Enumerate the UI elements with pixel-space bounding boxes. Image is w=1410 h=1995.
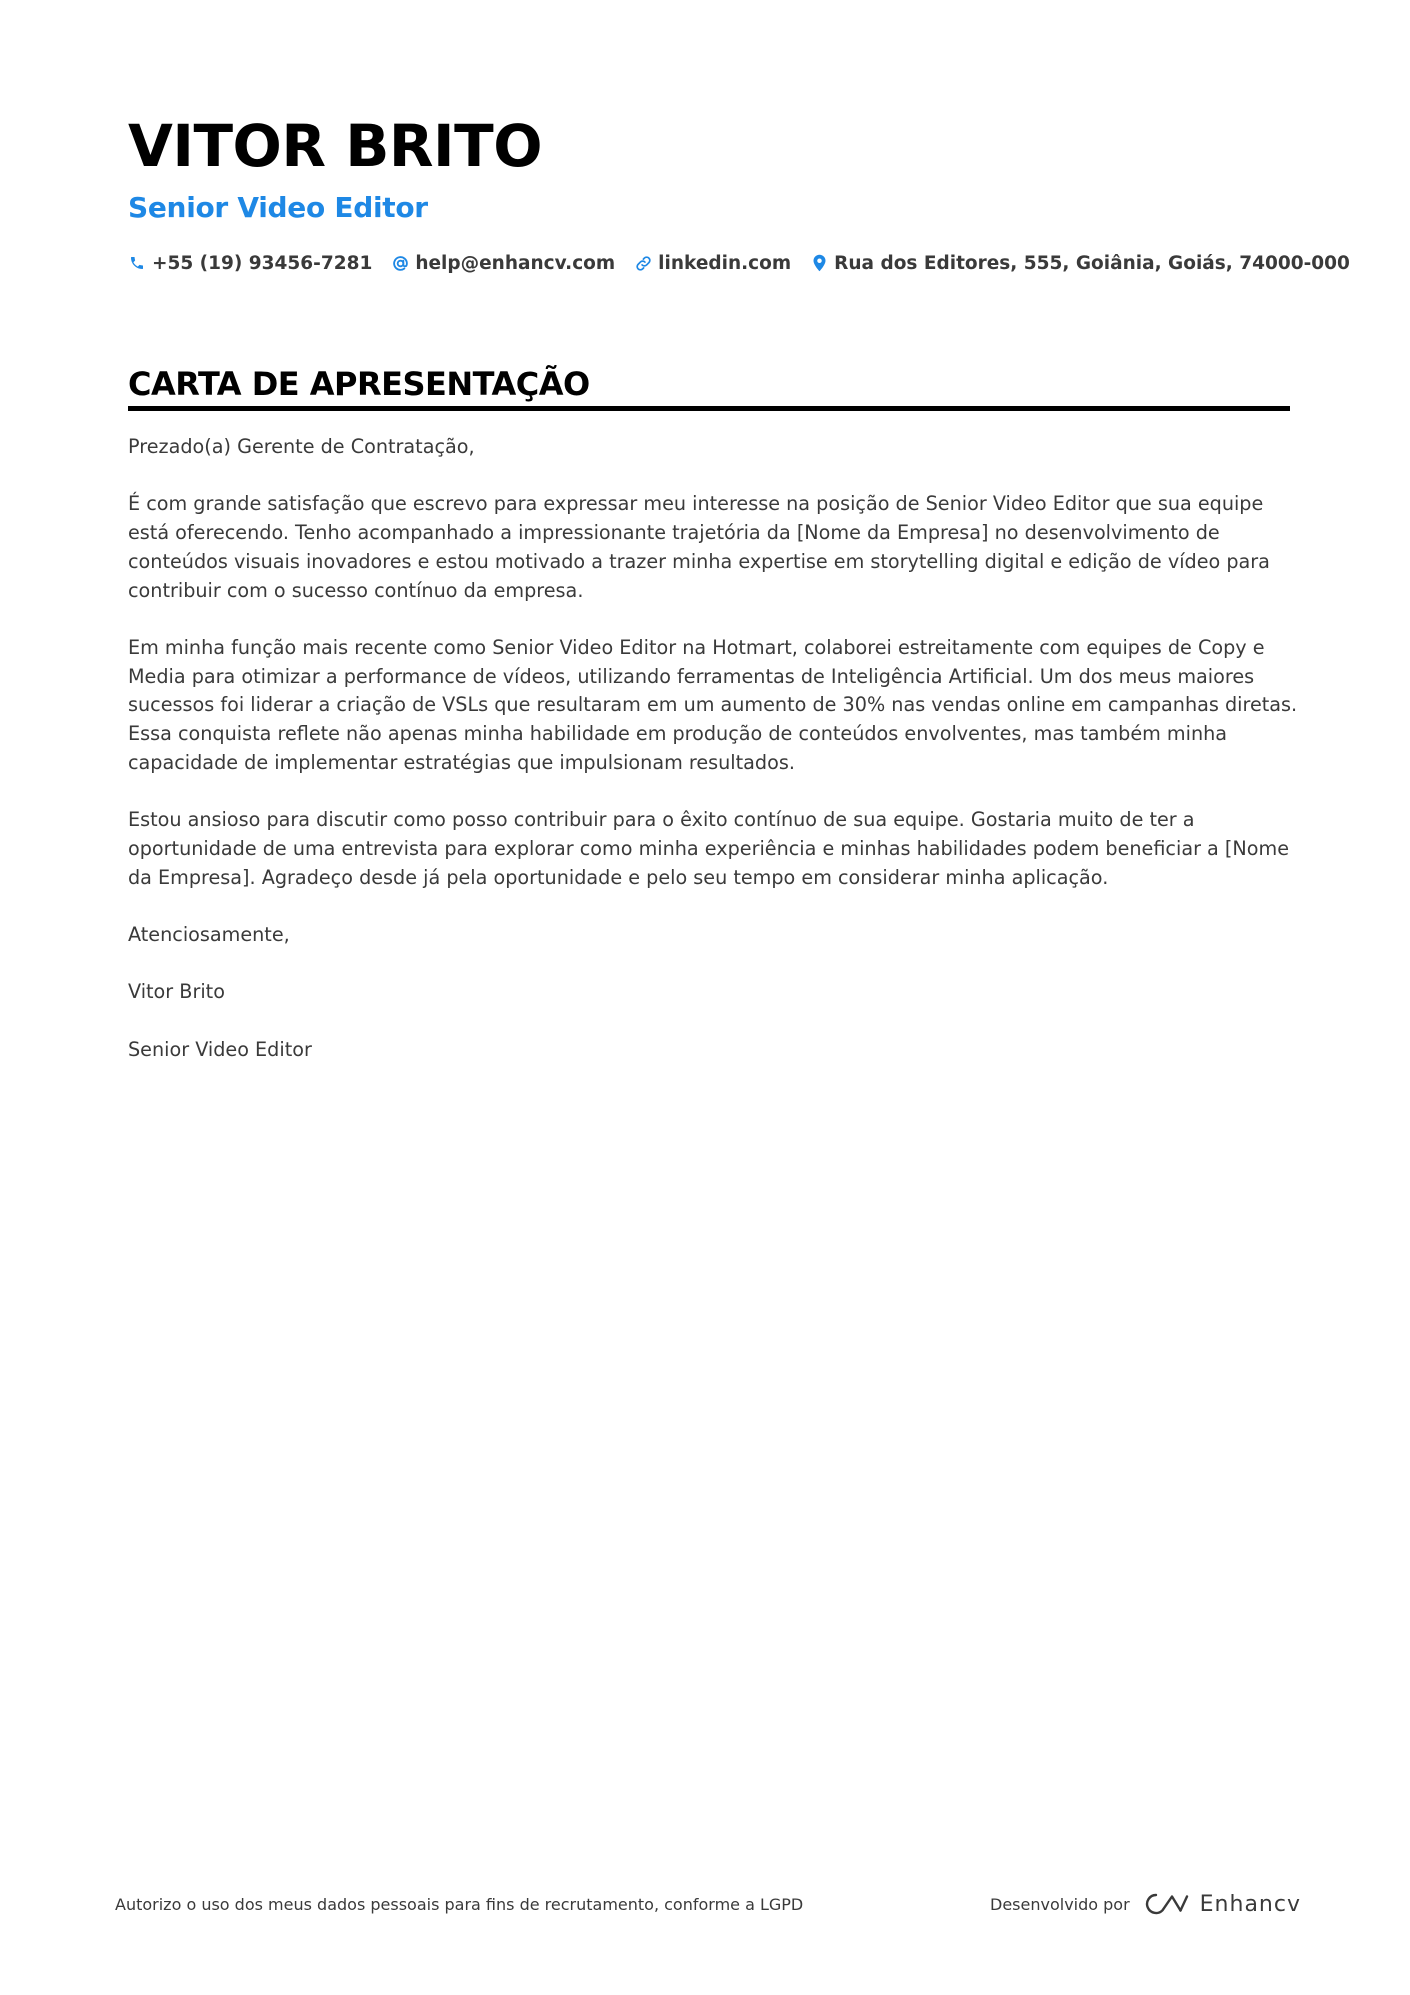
letter-paragraph: Estou ansioso para discutir como posso contribuir para o êxito contínuo de sua equipe. Gostaria muito de ter a oportunidade de uma entrevista para explorar como minha experiência e minhas habilidades podem beneficiar a [Nome da Empresa]. Agradeço desde já pela oportunidade e pelo seu tempo em considerar minha aplicação.: [128, 808, 1289, 889]
powered-by-label: Desenvolvido por: [990, 1894, 1130, 1914]
contact-email-text: help@enhancv.com: [415, 252, 616, 274]
brand-name: Enhancv: [1199, 1891, 1301, 1917]
powered-by[interactable]: [990, 1882, 1301, 1926]
signature-name: Vitor Brito: [128, 980, 225, 1004]
cover-letter-page: [128, 108, 1350, 1093]
candidate-role: Senior Video Editor: [128, 191, 428, 224]
contact-address: [810, 253, 1350, 274]
contact-bar: [128, 248, 1350, 278]
phone-icon: [128, 254, 146, 272]
letter-body: [128, 433, 1298, 1064]
consent-note: Autorizo o uso dos meus dados pessoais para fins de recrutamento, conforme a LGPD: [115, 1895, 804, 1914]
letter-paragraph: É com grande satisfação que escrevo para expressar meu interesse na posição de Senior Video Editor que sua equipe está oferecendo. Tenho acompanhado a impressionante trajetória da [Nome da Empresa] no desenvolvimento de conteúdos visuais inovadores e estou motivado a trazer minha expertise em storytelling digital e edição de vídeo para contribuir com o sucesso contínuo da empresa.: [128, 492, 1270, 602]
link-icon: [634, 254, 652, 272]
contact-linkedin-text: linkedin.com: [658, 252, 792, 274]
section-divider: [128, 406, 1290, 411]
at-icon: [391, 254, 409, 272]
candidate-name: VITOR BRITO: [128, 112, 543, 180]
contact-address-text: Rua dos Editores, 555, Goiânia, Goiás, 74000-000: [834, 252, 1350, 274]
letter-greeting: Prezado(a) Gerente de Contratação,: [128, 435, 475, 458]
letter-closing: Atenciosamente,: [128, 922, 290, 946]
enhancv-logo-icon: [1142, 1890, 1190, 1918]
contact-email[interactable]: [391, 253, 615, 274]
signature-title: Senior Video Editor: [128, 1037, 312, 1061]
letter-paragraph: Em minha função mais recente como Senior Video Editor na Hotmart, colaborei estreitamente com equipes de Copy e Media para otimizar a performance de vídeos, utilizando ferramentas de Inteligência Artificial. Um dos meus maiores sucessos foi liderar a criação de VSLs que resultaram em um aumento de 30% nas vendas online em campanhas diretas. Essa conquista reflete não apenas minha habilidade em produção de conteúdos envolventes, mas também minha capacidade de implementar estratégias que impulsionam resultados.: [128, 635, 1298, 774]
contact-linkedin[interactable]: [634, 253, 791, 274]
section-title: CARTA DE APRESENTAÇÃO: [128, 365, 590, 403]
contact-phone[interactable]: [128, 253, 372, 274]
contact-phone-text: +55 (19) 93456-7281: [152, 252, 373, 274]
location-pin-icon: [810, 254, 828, 272]
